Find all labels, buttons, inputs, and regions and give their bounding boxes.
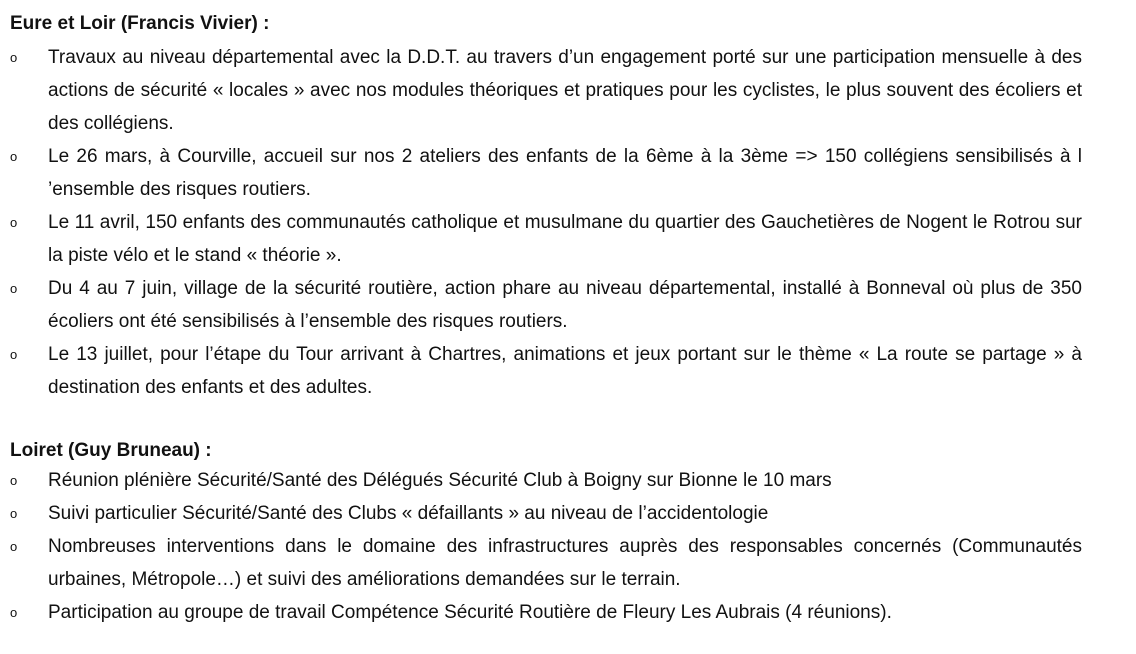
list-item-text: Le 13 juillet, pour l’étape du Tour arrivant à Chartres, animations et jeux portant sur le thème « La route se partage » à destination des enfants et des adultes. bbox=[48, 344, 1082, 398]
bullet-circle-icon: o bbox=[10, 539, 18, 554]
list-item-text: Le 26 mars, à Courville, accueil sur nos 2 ateliers des enfants de la 6ème à la 3ème => 150 collégiens sensibilisés à l ’ensemble des risques routiers. bbox=[48, 146, 1082, 200]
section-title-loiret: Loiret (Guy Bruneau) : bbox=[10, 440, 212, 461]
bullet-circle-icon: o bbox=[10, 473, 18, 488]
list-item-text: Travaux au niveau départemental avec la D.D.T. au travers d’un engagement porté sur une participation mensuelle à des actions de sécurité « locales » avec nos modules théoriques et pratiques pour les cyclistes, le plus souvent des écoliers et des collégiens. bbox=[48, 47, 1082, 134]
list-item-text: Le 11 avril, 150 enfants des communautés catholique et musulmane du quartier des Gauchetières de Nogent le Rotrou sur la piste vélo et le stand « théorie ». bbox=[48, 212, 1082, 266]
list-item bbox=[10, 140, 1082, 206]
list-item bbox=[10, 206, 1082, 272]
list-item-text: Suivi particulier Sécurité/Santé des Clubs « défaillants » au niveau de l’accidentologie bbox=[48, 503, 769, 524]
bullet-circle-icon: o bbox=[10, 347, 18, 362]
list-item bbox=[10, 41, 1082, 140]
section-title-eure-et-loir: Eure et Loir (Francis Vivier) : bbox=[10, 13, 270, 34]
bullet-circle-icon: o bbox=[10, 215, 18, 230]
bullet-circle-icon: o bbox=[10, 281, 18, 296]
list-item bbox=[10, 596, 1082, 629]
list-item-text: Réunion plénière Sécurité/Santé des Délégués Sécurité Club à Boigny sur Bionne le 10 mars bbox=[48, 470, 832, 491]
list-item bbox=[10, 464, 1082, 497]
list-item bbox=[10, 497, 1082, 530]
bullet-circle-icon: o bbox=[10, 605, 18, 620]
list-item-text: Du 4 au 7 juin, village de la sécurité routière, action phare au niveau départemental, installé à Bonneval où plus de 350 écoliers ont été sensibilisés à l’ensemble des risques routiers. bbox=[48, 278, 1082, 332]
list-item-text: Participation au groupe de travail Compétence Sécurité Routière de Fleury Les Aubrais (4 réunions). bbox=[48, 602, 892, 623]
bullet-circle-icon: o bbox=[10, 50, 18, 65]
bullet-circle-icon: o bbox=[10, 149, 18, 164]
list-item-text: Nombreuses interventions dans le domaine des infrastructures auprès des responsables concernés (Communautés urbaines, Métropole…) et suivi des améliorations demandées sur le terrain. bbox=[48, 536, 1082, 590]
bullet-circle-icon: o bbox=[10, 506, 18, 521]
list-item bbox=[10, 338, 1082, 404]
list-item bbox=[10, 530, 1082, 596]
list-item bbox=[10, 272, 1082, 338]
